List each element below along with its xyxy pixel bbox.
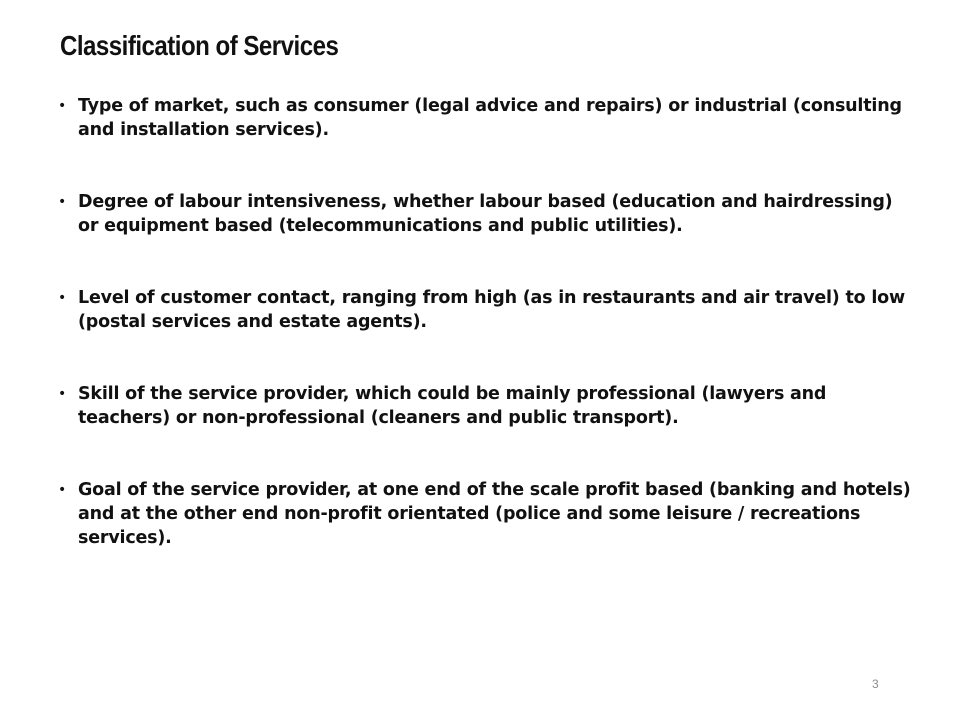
bullet-text: Degree of labour intensiveness, whether labour based (education and hairdressing) or equipment based (telecommunications and public utilities).: [78, 192, 893, 236]
bullet-text: Level of customer contact, ranging from high (as in restaurants and air travel) to low (postal services and estate agents).: [78, 288, 905, 332]
page-number: 3: [872, 677, 879, 691]
bullet-marker: •: [58, 194, 67, 210]
bullet-marker: •: [58, 290, 67, 306]
bullet-marker: •: [58, 98, 67, 114]
bullet-marker: •: [58, 482, 67, 498]
bullet-item-provider-skill: [58, 382, 918, 430]
bullet-item-type-of-market: [58, 94, 918, 142]
bullet-text: Type of market, such as consumer (legal advice and repairs) or industrial (consulting and installation services).: [78, 96, 902, 140]
bullet-text: Goal of the service provider, at one end of the scale profit based (banking and hotels) and at the other end non-profit orientated (police and some leisure / recreations services).: [78, 480, 911, 548]
bullet-item-customer-contact: [58, 286, 918, 334]
bullet-list: [58, 94, 918, 550]
bullet-item-provider-goal: [58, 478, 918, 550]
slide-title: Classification of Services: [60, 30, 339, 61]
bullet-text: Skill of the service provider, which could be mainly professional (lawyers and teachers) or non-professional (cleaners and public transport).: [78, 384, 827, 428]
bullet-marker: •: [58, 386, 67, 402]
bullet-item-labour-intensiveness: [58, 190, 918, 238]
